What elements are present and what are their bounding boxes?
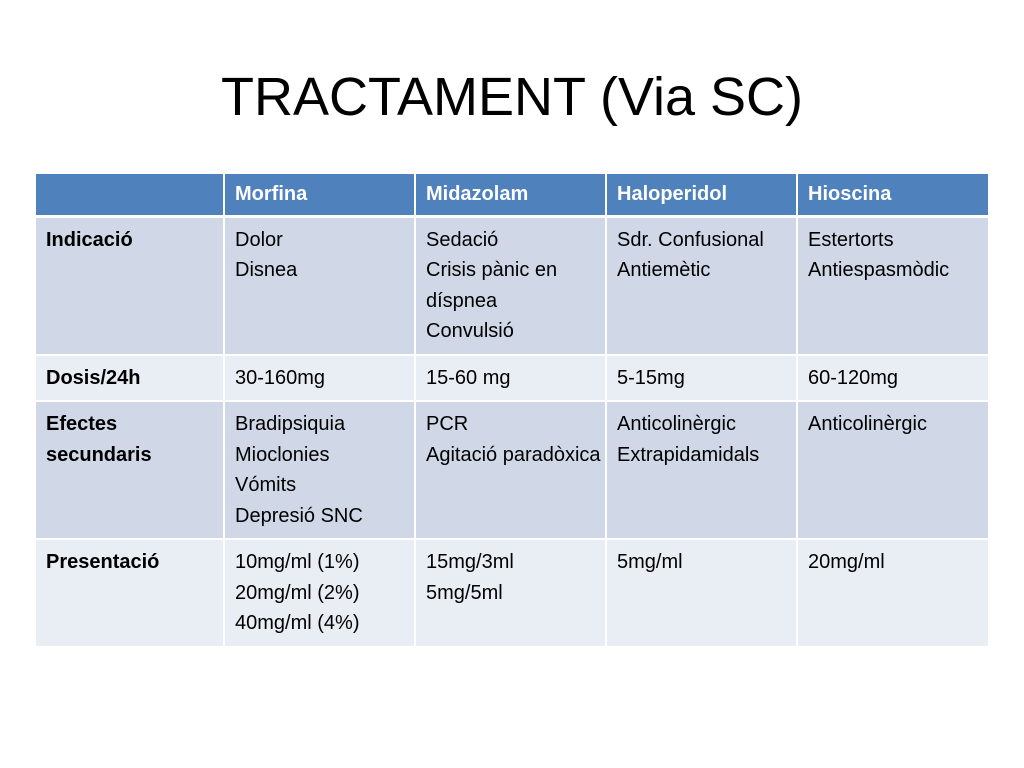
cell-haloperidol (606, 401, 797, 539)
table-row (36, 539, 988, 647)
cell-haloperidol (606, 539, 797, 647)
cell-line: Sedació (426, 228, 499, 251)
cell-line: 60-120mg (808, 366, 899, 389)
cell-line: Convulsió (426, 320, 514, 342)
treatment-table (36, 174, 988, 648)
cell-line: 15mg/3ml (426, 551, 514, 573)
cell-hioscina (797, 401, 988, 539)
cell-line: Anticolinèrgic (808, 413, 927, 435)
header-haloperidol: Haloperidol (606, 174, 797, 216)
cell-morfina (224, 401, 415, 539)
cell-midazolam (415, 216, 606, 355)
row-label: Indicació (36, 216, 224, 355)
cell-midazolam (415, 355, 606, 402)
header-morfina: Morfina (224, 174, 415, 216)
cell-morfina (224, 355, 415, 402)
cell-line: Sdr. Confusional (617, 228, 764, 251)
table-row (36, 401, 988, 539)
row-label: Dosis/24h (36, 355, 224, 402)
cell-hioscina (797, 216, 988, 355)
cell-haloperidol (606, 355, 797, 402)
cell-line: 15-60 mg (426, 366, 511, 389)
cell-line: 20mg/ml (808, 551, 885, 573)
cell-line: Agitació paradòxica (426, 443, 601, 466)
cell-haloperidol (606, 216, 797, 355)
cell-line: Antiespasmòdic (808, 259, 950, 281)
cell-hioscina (797, 355, 988, 402)
row-label: Presentació (36, 539, 224, 647)
cell-line: Estertorts (808, 228, 894, 251)
cell-line: Mioclonies (235, 443, 330, 466)
cell-midazolam (415, 539, 606, 647)
table-row (36, 355, 988, 402)
cell-line: Antiemètic (617, 259, 711, 281)
cell-line: Dolor (235, 228, 283, 251)
cell-line: 5mg/5ml (426, 581, 503, 604)
cell-line: PCR (426, 413, 469, 435)
row-label: Efectes secundaris (36, 401, 224, 539)
cell-hioscina (797, 539, 988, 647)
cell-line: Bradipsiquia (235, 413, 346, 435)
header-corner-cell (36, 174, 224, 216)
cell-line: 5mg/ml (617, 551, 683, 573)
cell-morfina (224, 216, 415, 355)
cell-line: Depresió SNC (235, 504, 363, 527)
table-body (36, 216, 988, 647)
cell-morfina (224, 539, 415, 647)
cell-line: 20mg/ml (2%) (235, 581, 360, 604)
cell-line: Vómits (235, 474, 297, 496)
cell-line: Anticolinèrgic (617, 413, 736, 435)
table-row (36, 216, 988, 355)
cell-line: Crisis pànic en díspnea (426, 259, 558, 312)
table-header-row (36, 174, 988, 216)
cell-line: 10mg/ml (1%) (235, 551, 360, 573)
cell-line: Extrapidamidals (617, 443, 760, 466)
cell-line: 5-15mg (617, 366, 685, 389)
slide-title: TRACTAMENT (Via SC) (220, 67, 804, 127)
cell-line: 30-160mg (235, 366, 326, 389)
header-hioscina: Hioscina (797, 174, 988, 216)
cell-line: Disnea (235, 259, 298, 281)
cell-line: 40mg/ml (4%) (235, 612, 360, 634)
header-midazolam: Midazolam (415, 174, 606, 216)
cell-midazolam (415, 401, 606, 539)
